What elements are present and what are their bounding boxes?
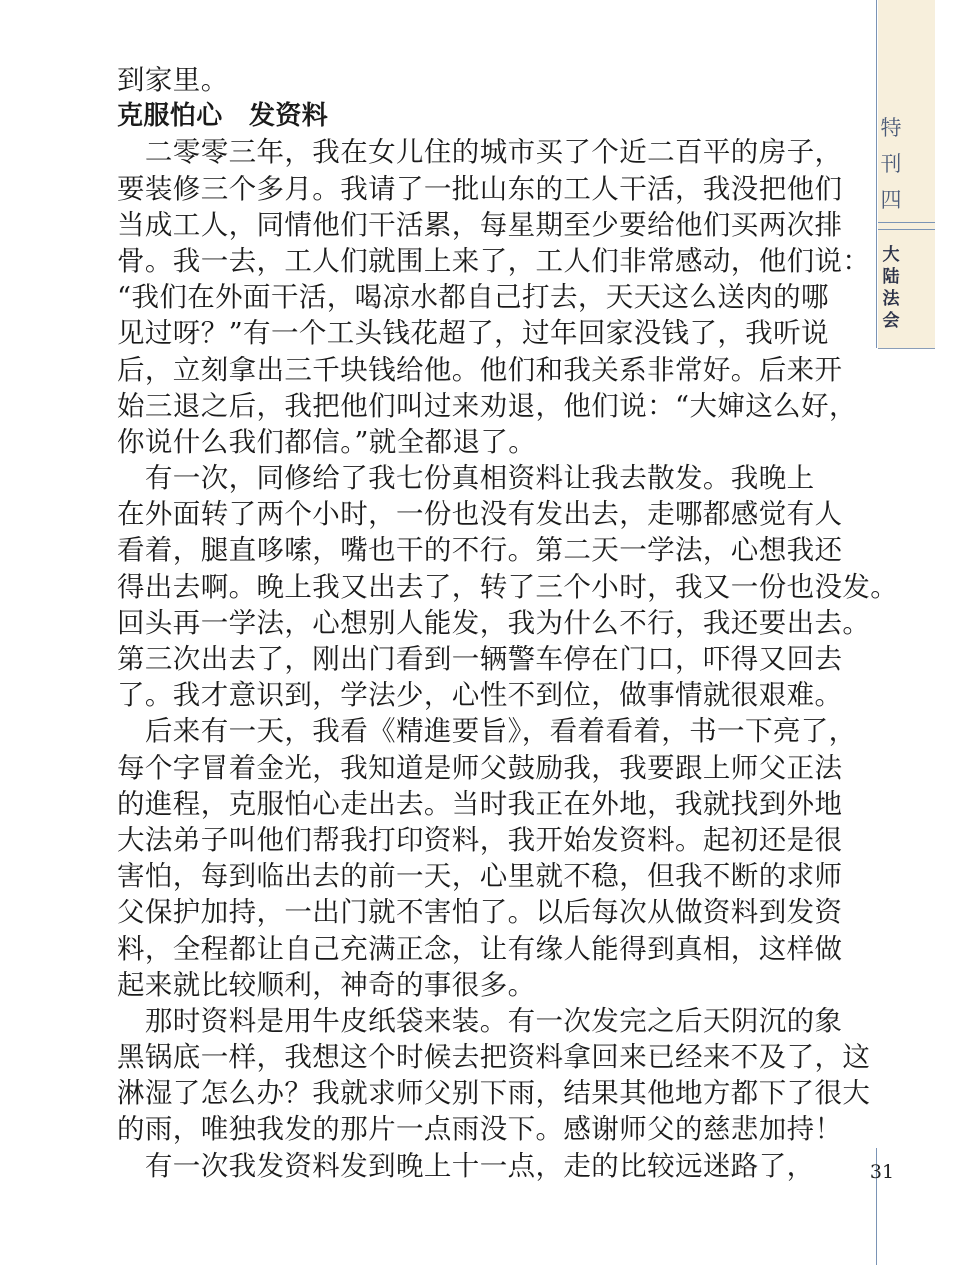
page-number: 31 xyxy=(869,1161,895,1183)
text-line: “我们在外面干活，喝凉水都自己打去，天天这么送肉的哪 xyxy=(117,281,829,314)
sidebar-divider xyxy=(878,222,935,223)
text-line: 见过呀？”有一个工头钱花超了，过年回家没钱了，我听说 xyxy=(117,317,829,350)
text-line: 有一次，同修给了我七份真相资料让我去散发。我晚上 xyxy=(117,462,815,495)
text-line: 有一次我发资料发到晚上十一点，走的比较远迷路了， xyxy=(117,1149,815,1182)
text-line: 的雨，唯独我发的那片一点雨没下。感谢师父的慈悲加持！ xyxy=(117,1113,843,1146)
sidebar-section-char: 大 xyxy=(882,245,900,265)
text-line: 那时资料是用牛皮纸袋来装。有一次发完之后天阴沉的象 xyxy=(117,1004,843,1037)
text-line: 到家里。 xyxy=(117,64,229,96)
text-line: 得出去啊。晚上我又出去了，转了三个小时，我又一份也没发。 xyxy=(117,570,899,603)
text-line: 始三退之后，我把他们叫过来劝退，他们说：“大婶这么好， xyxy=(117,389,857,422)
sidebar-title-char: 刊 xyxy=(880,152,902,176)
text-line: 当成工人，同情他们干活累，每星期至少要给他们买两次排 xyxy=(117,208,843,241)
text-line: 后来有一天，我看《精進要旨》，看着看着，书一下亮了， xyxy=(117,715,857,748)
section-heading: 克服怕心 发资料 xyxy=(117,101,329,132)
sidebar-title-char: 四 xyxy=(880,188,902,212)
text-line: 每个字冒着金光，我知道是师父鼓励我，我要跟上师父正法 xyxy=(117,751,843,784)
text-line: 看着，腿直哆嗦，嘴也干的不行。第二天一学法，心想我还 xyxy=(117,534,843,567)
text-line: 二零零三年，我在女儿住的城市买了个近二百平的房子， xyxy=(117,136,843,169)
text-line: 料，全程都让自己充满正念，让有缘人能得到真相，这样做 xyxy=(117,932,843,965)
vertical-rule-top xyxy=(876,0,877,348)
text-line: 要装修三个多月。我请了一批山东的工人干活，我没把他们 xyxy=(117,172,843,205)
sidebar-title-char: 特 xyxy=(880,116,902,140)
text-line: 第三次出去了，刚出门看到一辆警车停在门口，吓得又回去 xyxy=(117,643,843,675)
text-line: 回头再一学法，心想别人能发，我为什么不行，我还要出去。 xyxy=(117,606,871,639)
text-line: 大法弟子叫他们帮我打印资料，我开始发资料。起初还是很 xyxy=(117,823,843,856)
text-line: 淋湿了怎么办？我就求师父别下雨，结果其他地方都下了很大 xyxy=(117,1077,871,1110)
text-line: 你说什么我们都信。”就全都退了。 xyxy=(117,425,537,458)
sidebar-section-char: 会 xyxy=(882,311,900,331)
text-line: 骨。我一去，工人们就围上来了，工人们非常感动，他们说： xyxy=(117,244,871,277)
text-line: 后，立刻拿出三千块钱给他。他们和我关系非常好。后来开 xyxy=(117,353,843,386)
sidebar-section-char: 陆 xyxy=(882,267,900,287)
sidebar-section-char: 法 xyxy=(882,289,900,309)
text-line: 害怕，每到临出去的前一天，心里就不稳，但我不断的求师 xyxy=(117,860,843,893)
sidebar-divider xyxy=(878,229,935,230)
text-line: 在外面转了两个小时，一份也没有发出去，走哪都感觉有人 xyxy=(117,498,843,531)
sidebar-section-label xyxy=(878,244,904,332)
text-line: 父保护加持，一出门就不害怕了。以后每次从做资料到发资 xyxy=(117,896,843,929)
text-line: 起来就比较顺利，神奇的事很多。 xyxy=(117,968,536,1001)
text-line: 的進程，克服怕心走出去。当时我正在外地，我就找到外地 xyxy=(117,787,843,820)
sidebar-issue-title xyxy=(878,110,904,218)
text-line: 黑锅底一样，我想这个时候去把资料拿回来已经来不及了，这 xyxy=(117,1041,871,1074)
text-line: 了。我才意识到，学法少，心性不到位，做事情就很艰难。 xyxy=(117,679,843,712)
